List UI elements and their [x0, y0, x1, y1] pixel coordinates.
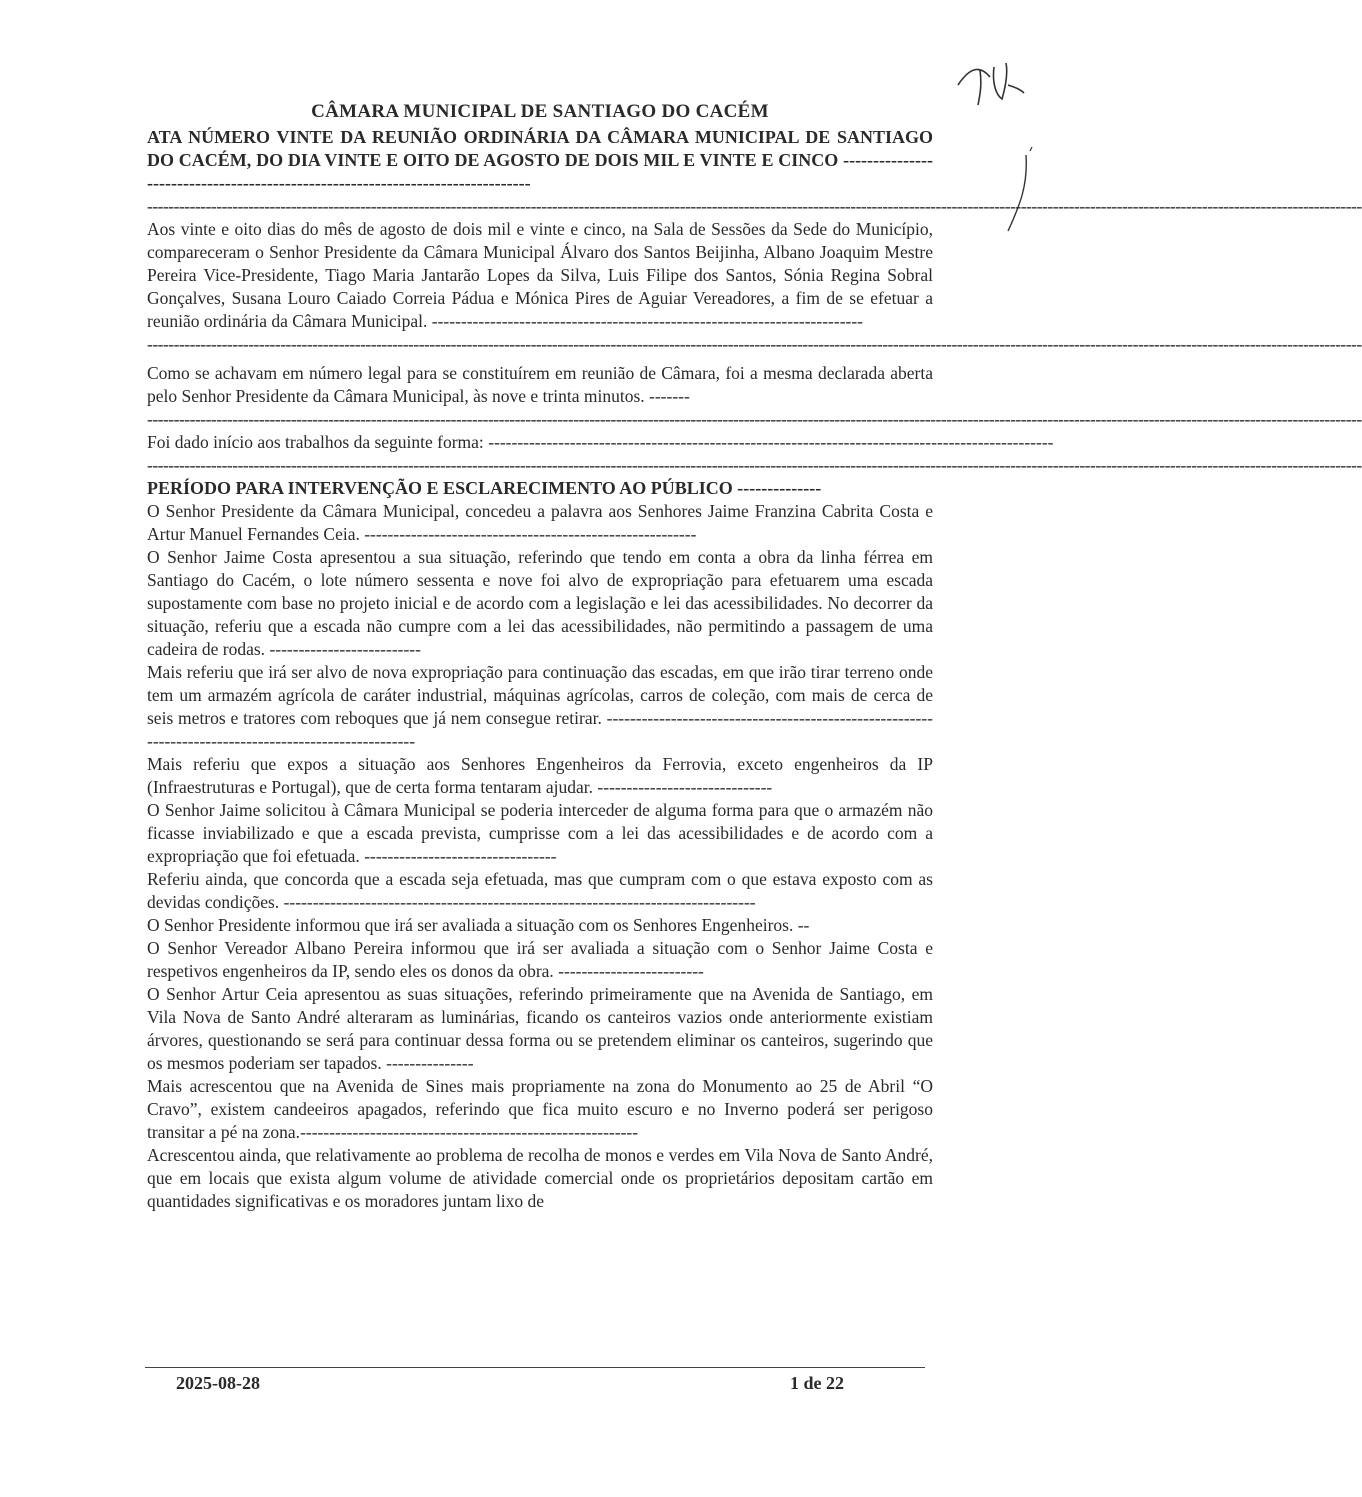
intervention-paragraph-2: O Senhor Jaime Costa apresentou a sua situação, referindo que tendo em conta a obra da linha férrea em Santiago do Cacém, o lote número sessenta e nove foi alvo de expropriação para efetuarem uma escada supostamente com base no projeto inicial e de acordo com a legislação e lei das acessibilidades. No decorrer da situação, referiu que a escada não cumpre com a lei das acessibilidades, não permitindo a passagem de uma cadeira de rodas. --------------------------: [147, 547, 933, 659]
paragraph-text: Referiu ainda, que concorda que a escada seja efetuada, mas que cumpram com o que estava exposto com as devidas condições.: [147, 869, 933, 912]
intervention-paragraph-8: O Senhor Vereador Albano Pereira informou que irá ser avaliada a situação com o Senhor Jaime Costa e respetivos engenheiros da IP, sendo eles os donos da obra. -------------------------: [147, 938, 933, 981]
paragraph-text: Mais referiu que irá ser alvo de nova expropriação para continuação das escadas, em que irão tirar terreno onde tem um armazém agrícola de caráter industrial, máquinas agrícolas, carros de coleção, com mais de cerca de seis metros e tratores com reboques que já nem consegue retirar.: [147, 662, 933, 728]
handwritten-initials: [950, 55, 1030, 245]
opening-text: Como se achavam em número legal para se constituírem em reunião de Câmara, foi a mesma declarada aberta pelo Senhor Presidente da Câmara Municipal, às nove e trinta minutos.: [147, 363, 933, 406]
document-body: [147, 100, 1362, 1213]
intervention-paragraph-7: O Senhor Presidente informou que irá ser avaliada a situação com os Senhores Engenheiros. --: [147, 915, 810, 935]
intervention-paragraph-5: O Senhor Jaime solicitou à Câmara Municipal se poderia interceder de alguma forma para que o armazém não ficasse inviabilizado e que a escada prevista, cumprisse com a lei das acessibilidades e de acordo com a expropriação que foi efetuada. ---------------------------------: [147, 800, 933, 866]
opening-paragraph: Como se achavam em número legal para se constituírem em reunião de Câmara, foi a mesma declarada aberta pelo Senhor Presidente da Câmara Municipal, às nove e trinta minutos. -------: [147, 363, 933, 406]
attendance-text: Aos vinte e oito dias do mês de agosto de dois mil e vinte e cinco, na Sala de Sessões da Sede do Município, compareceram o Senhor Presidente da Câmara Municipal Álvaro dos Santos Beijinha, Albano Joaquim Mestre Pereira Vice-Presidente, Tiago Maria Jantarão Lopes da Silva, Luis Filipe dos Santos, Sónia Regina Sobral Gonçalves, Susana Louro Caiado Correia Pádua e Mónica Pires de Aguiar Vereadores, a fim de se efetuar a reunião ordinária da Câmara Municipal.: [147, 219, 933, 331]
paragraph-text: O Senhor Artur Ceia apresentou as suas situações, referindo primeiramente que na Avenida de Santiago, em Vila Nova de Santo André alteraram as luminárias, ficando os canteiros vazios onde anteriormente existiam árvores, questionando se será para continuar dessa forma ou se pretendem eliminar os canteiros, sugerindo que os mesmos poderiam ser tapados.: [147, 984, 933, 1073]
intervention-paragraph-3: Mais referiu que irá ser alvo de nova expropriação para continuação das escadas, em que irão tirar terreno onde tem um armazém agrícola de caráter industrial, máquinas agrícolas, carros de coleção, com mais de cerca de seis metros e tratores com reboques que já nem consegue retirar. ------------------------------------------------------------------------------------------------------: [147, 662, 933, 751]
start-paragraph: Foi dado início aos trabalhos da seguinte forma: -------------------------------------------------------------------------------------------------: [147, 432, 1054, 452]
dash-filler: ------------------------------------------------------------------------------------------------------------------------------------------------------------------------------------------------------------------------------------: [147, 455, 1362, 475]
minutes-title-text: ATA NÚMERO VINTE DA REUNIÃO ORDINÁRIA DA CÂMARA MUNICIPAL DE SANTIAGO DO CACÉM, DO DIA VINTE E OITO DE AGOSTO DE DOIS MIL E VINTE E CINCO: [147, 127, 933, 170]
paragraph-text: Acrescentou ainda, que relativamente ao problema de recolha de monos e verdes em Vila Nova de Santo André, que em locais que exista algum volume de atividade comercial onde os proprietários depositam cartão em quantidades significativas e os moradores juntam lixo de: [147, 1145, 933, 1211]
footer-divider: [145, 1367, 925, 1368]
paragraph-text: O Senhor Presidente informou que irá ser avaliada a situação com os Senhores Engenheiros.: [147, 915, 794, 935]
paragraph-text: O Senhor Vereador Albano Pereira informou que irá ser avaliada a situação com o Senhor Jaime Costa e respetivos engenheiros da IP, sendo eles os donos da obra.: [147, 938, 933, 981]
section-heading: PERÍODO PARA INTERVENÇÃO E ESCLARECIMENTO AO PÚBLICO --------------: [147, 478, 822, 498]
paragraph-text: O Senhor Jaime solicitou à Câmara Municipal se poderia interceder de alguma forma para que o armazém não ficasse inviabilizado e que a escada prevista, cumprisse com a lei das acessibilidades e de acordo com a expropriação que foi efetuada.: [147, 800, 933, 866]
section-heading-text: PERÍODO PARA INTERVENÇÃO E ESCLARECIMENTO AO PÚBLICO: [147, 478, 733, 498]
intervention-paragraph-4: Mais referiu que expos a situação aos Senhores Engenheiros da Ferrovia, exceto engenheiros da IP (Infraestruturas e Portugal), que de certa forma tentaram ajudar. ------------------------------: [147, 754, 933, 797]
dash-filler: ------------------------------------------------------------------------------------------------------------------------------------------------------------------------------------------------------------------------------------: [147, 196, 1362, 216]
paragraph-text: O Senhor Presidente da Câmara Municipal, concedeu a palavra aos Senhores Jaime Franzina Cabrita Costa e Artur Manuel Fernandes Ceia.: [147, 501, 933, 544]
dash-filler: ------------------------------------------------------------------------------------------------------------------------------------------------------------------------------------------------------------------------------------: [147, 334, 1362, 354]
intervention-paragraph-11: [147, 1144, 933, 1213]
footer-date: 2025-08-28: [176, 1373, 260, 1393]
intervention-paragraph-9: O Senhor Artur Ceia apresentou as suas situações, referindo primeiramente que na Avenida de Santiago, em Vila Nova de Santo André alteraram as luminárias, ficando os canteiros vazios onde anteriormente existiam árvores, questionando se será para continuar dessa forma ou se pretendem eliminar os canteiros, sugerindo que os mesmos poderiam ser tapados. ---------------: [147, 984, 933, 1073]
intervention-paragraph-6: Referiu ainda, que concorda que a escada seja efetuada, mas que cumpram com o que estava exposto com as devidas condições. ---------------------------------------------------------------------------------: [147, 869, 933, 912]
dash-filler: -------------------------------------------------------------------------------: [147, 150, 933, 193]
start-text: Foi dado início aos trabalhos da seguinte forma:: [147, 432, 484, 452]
intervention-paragraph-1: O Senhor Presidente da Câmara Municipal, concedeu a palavra aos Senhores Jaime Franzina Cabrita Costa e Artur Manuel Fernandes Ceia. ---------------------------------------------------------: [147, 501, 933, 544]
dash-filler: ------------------------------------------------------------------------------------------------------------------------------------------------------------------------------------------------------------------------------------: [147, 409, 1362, 429]
minutes-title: [147, 126, 933, 195]
intervention-paragraph-10: Mais acrescentou que na Avenida de Sines mais propriamente na zona do Monumento ao 25 de Abril “O Cravo”, existem candeeiros apagados, referindo que fica muito escuro e no Inverno poderá ser perigoso transitar a pé na zona.----------------------------------------------------------: [147, 1076, 933, 1142]
paragraph-text: Mais referiu que expos a situação aos Senhores Engenheiros da Ferrovia, exceto engenheiros da IP (Infraestruturas e Portugal), que de certa forma tentaram ajudar.: [147, 754, 933, 797]
page-number: 1 de 22: [790, 1373, 844, 1393]
council-header: CÂMARA MUNICIPAL DE SANTIAGO DO CACÉM: [311, 101, 769, 122]
paragraph-text: O Senhor Jaime Costa apresentou a sua situação, referindo que tendo em conta a obra da linha férrea em Santiago do Cacém, o lote número sessenta e nove foi alvo de expropriação para efetuarem uma escada supostamente com base no projeto inicial e de acordo com a legislação e lei das acessibilidades. No decorrer da situação, referiu que a escada não cumpre com a lei das acessibilidades, não permitindo a passagem de uma cadeira de rodas.: [147, 547, 933, 659]
paragraph-text: Mais acrescentou que na Avenida de Sines mais propriamente na zona do Monumento ao 25 de Abril “O Cravo”, existem candeeiros apagados, referindo que fica muito escuro e no Inverno poderá ser perigoso transitar a pé na zona.: [147, 1076, 933, 1142]
attendance-paragraph: Aos vinte e oito dias do mês de agosto de dois mil e vinte e cinco, na Sala de Sessões da Sede do Município, compareceram o Senhor Presidente da Câmara Municipal Álvaro dos Santos Beijinha, Albano Joaquim Mestre Pereira Vice-Presidente, Tiago Maria Jantarão Lopes da Silva, Luis Filipe dos Santos, Sónia Regina Sobral Gonçalves, Susana Louro Caiado Correia Pádua e Mónica Pires de Aguiar Vereadores, a fim de se efetuar a reunião ordinária da Câmara Municipal. --------------------------------------------------------------------------: [147, 219, 933, 331]
